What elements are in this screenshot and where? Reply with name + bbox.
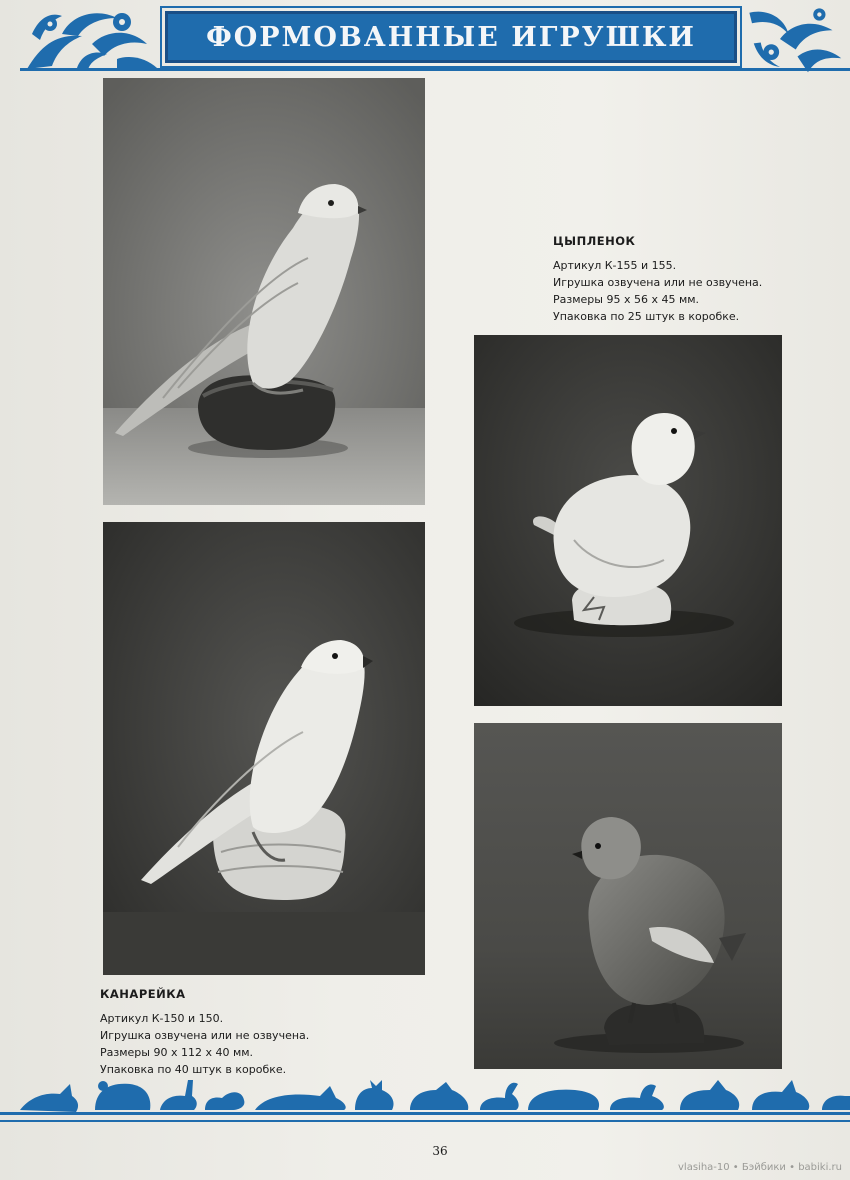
product-article: Артикул К-155 и 155. xyxy=(553,259,677,272)
product-size: Размеры 90 х 112 х 40 мм. xyxy=(100,1046,254,1059)
product-name: ЦЫПЛЕНОК xyxy=(553,234,636,248)
photo-chick-dark xyxy=(474,723,782,1069)
caption-chick xyxy=(553,233,803,325)
floral-ornament-right-icon xyxy=(738,4,850,74)
photo-canary xyxy=(103,522,425,975)
product-article: Артикул К-150 и 150. xyxy=(100,1012,224,1025)
title-banner xyxy=(165,11,737,63)
page-number: 36 xyxy=(432,1144,448,1158)
page-title: ФОРМОВАННЫЕ ИГРУШКИ xyxy=(206,21,696,53)
product-size: Размеры 95 х 56 х 45 мм. xyxy=(553,293,700,306)
product-sound: Игрушка озвучена или не озвучена. xyxy=(100,1029,310,1042)
photo-chick-white xyxy=(474,335,782,706)
caption-canary xyxy=(100,986,390,1078)
photo-bird-on-nest xyxy=(103,78,425,505)
product-packing: Упаковка по 25 штук в коробке. xyxy=(553,310,740,323)
animal-frieze-icon xyxy=(0,1072,850,1152)
product-sound: Игрушка озвучена или не озвучена. xyxy=(553,276,763,289)
floral-ornament-left-icon xyxy=(22,4,162,74)
product-packing: Упаковка по 40 штук в коробке. xyxy=(100,1063,287,1076)
header-rule xyxy=(20,68,850,71)
watermark: vlasiha-10 • Бэйбики • babiki.ru xyxy=(678,1162,842,1173)
product-name: КАНАРЕЙКА xyxy=(100,987,186,1001)
